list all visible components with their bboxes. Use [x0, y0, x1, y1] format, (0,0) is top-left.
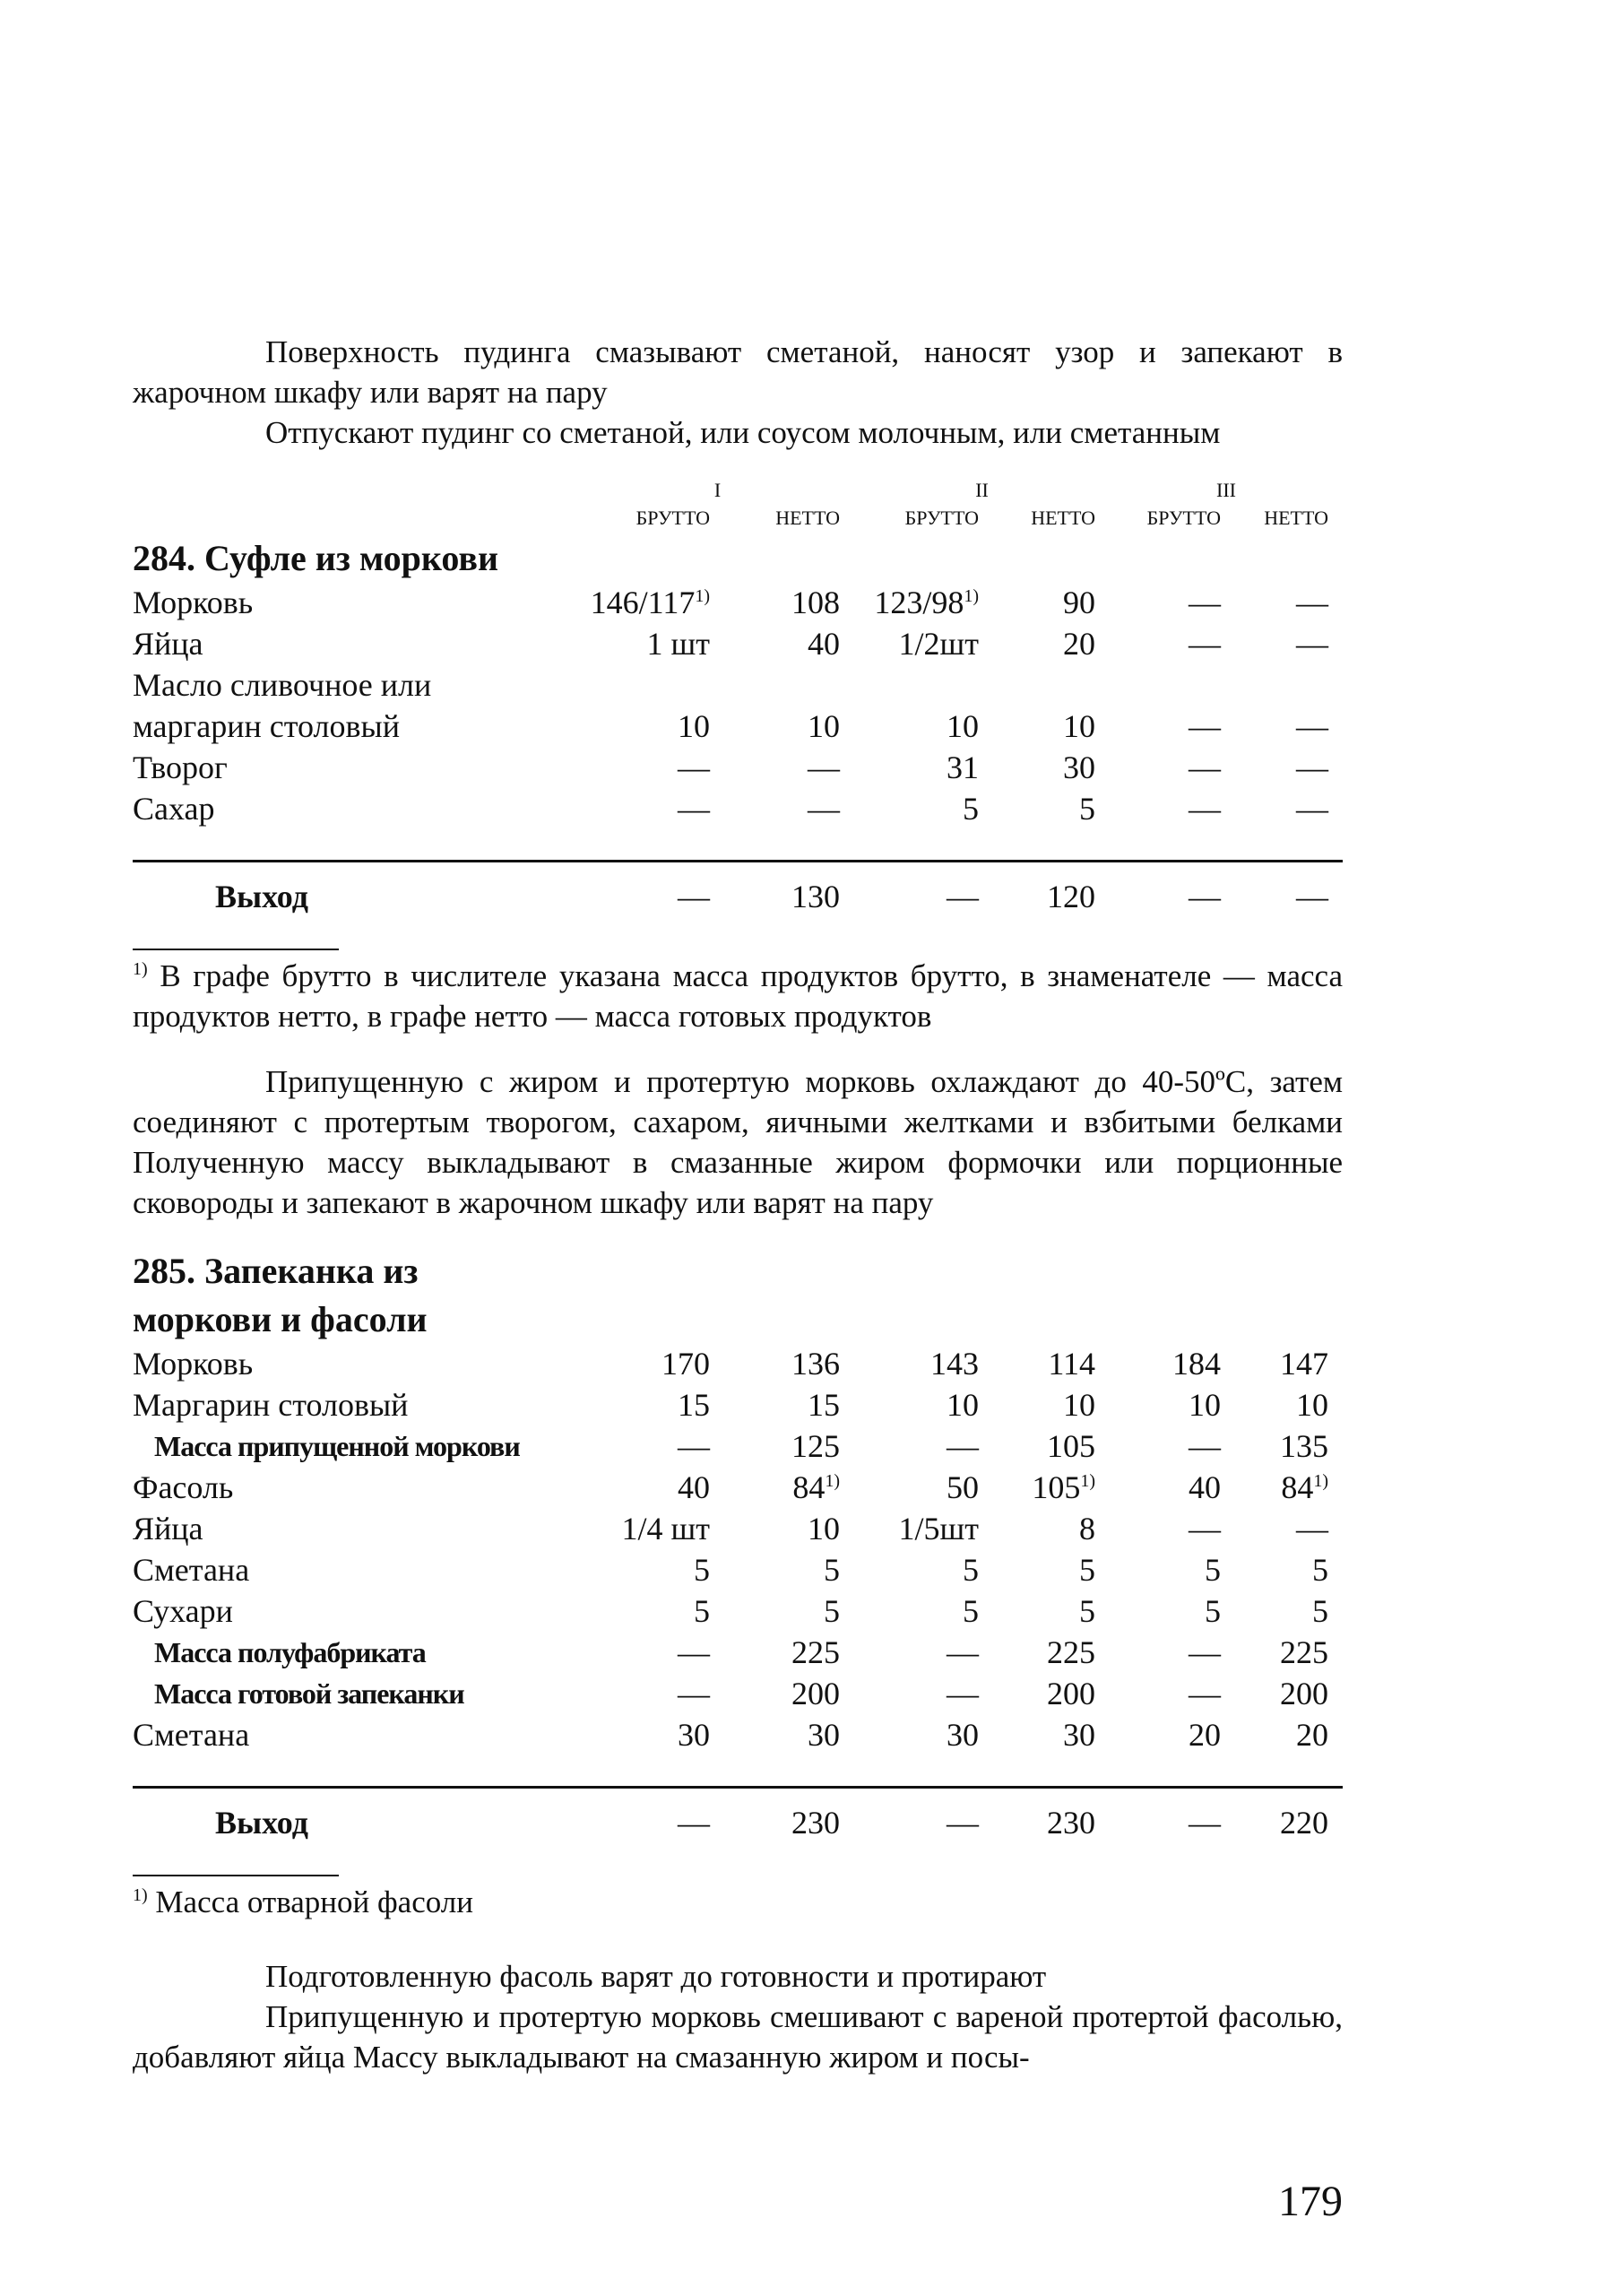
cell-value	[724, 1508, 854, 1549]
cell-value	[993, 1673, 1110, 1714]
cell-text: 10	[1296, 1387, 1329, 1423]
output-value: —	[947, 1805, 979, 1841]
page-number: 179	[1278, 2178, 1343, 2225]
cell-text: 147	[1280, 1346, 1329, 1382]
cell-text: 5	[963, 1552, 979, 1588]
footnote-mark: 1)	[1313, 1471, 1329, 1491]
cell-text: 5	[1205, 1593, 1221, 1629]
cell-value	[724, 1343, 854, 1384]
cell-value	[1110, 1425, 1235, 1467]
cell-text: 200	[1047, 1676, 1095, 1711]
cell-text: 125	[791, 1428, 840, 1464]
cell-value	[724, 1384, 854, 1425]
col-header: НЕТТО	[1031, 507, 1096, 529]
cell-text: —	[678, 791, 710, 827]
cell-value	[854, 623, 993, 664]
cell-text: 20	[1296, 1717, 1329, 1753]
cell-value	[1110, 582, 1235, 623]
cell-value	[993, 788, 1110, 829]
cell-text: —	[1296, 791, 1329, 827]
cell-text: 225	[1280, 1634, 1329, 1670]
footnote-text: Масса отварной фасоли	[155, 1884, 473, 1919]
output-value: 220	[1280, 1805, 1329, 1841]
cell-value	[581, 1590, 724, 1632]
cell-text: —	[1189, 585, 1222, 620]
cell-text: —	[1296, 585, 1329, 620]
cell-text: —	[1189, 626, 1222, 662]
cell-value	[1235, 706, 1343, 747]
cell-value	[1235, 1425, 1343, 1467]
table-row	[133, 1343, 1343, 1384]
table-row	[133, 788, 1343, 829]
table-row	[133, 1425, 1343, 1467]
footnote-mark: 1)	[133, 959, 148, 979]
cell-text: 123/98	[874, 585, 964, 620]
cell-text: 40	[808, 626, 841, 662]
col-header: БРУТТО	[1146, 507, 1222, 529]
cell-value	[1110, 1384, 1235, 1425]
group-header-3: III	[1216, 479, 1237, 501]
cell-value	[854, 788, 993, 829]
cell-text: 20	[1063, 626, 1096, 662]
footnote-mark: 1)	[1080, 1471, 1095, 1491]
cell-text: —	[678, 1428, 710, 1464]
cell-value	[581, 1632, 724, 1673]
cell-text: —	[678, 749, 710, 785]
cell-value	[993, 1425, 1110, 1467]
cell-text: 20	[1189, 1717, 1221, 1753]
intro-paragraph-1: Поверхность пудинга смазывают сметаной, наносят узор и запекают в жарочном шкафу или варят на пару	[133, 334, 1343, 410]
cell-value	[1235, 1343, 1343, 1384]
cell-text: 105	[1047, 1428, 1095, 1464]
cell-value	[1235, 582, 1343, 623]
col-header: НЕТТО	[775, 507, 841, 529]
ingredient-name: Фасоль	[133, 1469, 234, 1505]
cell-value	[724, 1467, 854, 1508]
cell-value	[724, 1590, 854, 1632]
ingredient-name: Масса полуфабриката	[154, 1635, 426, 1668]
ingredient-name: Морковь	[133, 585, 254, 620]
cell-text: 5	[1205, 1552, 1221, 1588]
cell-value	[1110, 664, 1235, 706]
ingredient-name: Сухари	[133, 1593, 233, 1629]
cell-value	[724, 623, 854, 664]
cell-text: 10	[947, 708, 980, 744]
cell-text: 50	[947, 1469, 979, 1505]
group-header-1: I	[713, 479, 722, 501]
col-header: БРУТТО	[904, 507, 980, 529]
cell-text: —	[1189, 1676, 1221, 1711]
table-row	[133, 1673, 1343, 1714]
cell-value	[1235, 788, 1343, 829]
cell-value	[724, 1632, 854, 1673]
cell-text: —	[1189, 1511, 1221, 1547]
cell-text: 5	[1079, 1552, 1095, 1588]
cell-text: 170	[661, 1346, 710, 1382]
cell-value	[1110, 1467, 1235, 1508]
cell-value	[1110, 1632, 1235, 1673]
cell-text: 10	[678, 708, 710, 744]
cell-text: 143	[930, 1346, 979, 1382]
cell-text: —	[1189, 749, 1222, 785]
cell-text: 31	[947, 749, 980, 785]
cell-value	[993, 706, 1110, 747]
ingredient-name: Сметана	[133, 1552, 250, 1588]
cell-text: —	[1296, 626, 1329, 662]
recipe-285-output-row	[133, 1788, 1343, 1858]
table-row	[133, 582, 1343, 623]
cell-text: —	[678, 1634, 710, 1670]
cell-value	[724, 1549, 854, 1590]
output-value: 130	[791, 879, 841, 914]
cell-text: 5	[963, 1593, 979, 1629]
column-group-header	[133, 478, 1343, 503]
cell-text: —	[947, 1676, 979, 1711]
cell-text: 5	[1312, 1552, 1329, 1588]
cell-value	[993, 664, 1110, 706]
cell-text: 1/5шт	[898, 1511, 979, 1547]
cell-text: 136	[791, 1346, 840, 1382]
cell-text: —	[1189, 1428, 1221, 1464]
cell-text: 184	[1172, 1346, 1221, 1382]
cell-value	[724, 582, 854, 623]
cell-value	[993, 1590, 1110, 1632]
cell-value	[724, 788, 854, 829]
output-value: 120	[1047, 879, 1096, 914]
cell-value	[1110, 788, 1235, 829]
ingredient-name: Творог	[133, 749, 228, 785]
cell-text: 200	[791, 1676, 840, 1711]
cell-text: 30	[808, 1717, 840, 1753]
cell-value	[724, 664, 854, 706]
output-value: —	[1189, 1805, 1221, 1841]
cell-text: 146/117	[590, 585, 696, 620]
cell-text: —	[1296, 1511, 1329, 1547]
ingredient-name: Сахар	[133, 791, 215, 827]
table-row	[133, 706, 1343, 747]
table-row	[133, 1549, 1343, 1590]
recipe-285-rows	[133, 1343, 1343, 1755]
table-row	[133, 747, 1343, 788]
footnote-mark: 1)	[695, 586, 710, 606]
cell-value	[581, 747, 724, 788]
table-row	[133, 1508, 1343, 1549]
cell-value	[1235, 1714, 1343, 1755]
cell-value	[724, 1425, 854, 1467]
footnote-mark: 1)	[825, 1471, 840, 1491]
cell-text: 8	[1079, 1511, 1095, 1547]
cell-text: 15	[678, 1387, 710, 1423]
cell-value	[1235, 747, 1343, 788]
cell-text: 10	[1063, 1387, 1095, 1423]
table-row	[133, 1632, 1343, 1673]
cell-text: 30	[1063, 749, 1096, 785]
footnote-284	[133, 956, 1343, 1036]
output-value: —	[947, 879, 980, 914]
cell-value	[1235, 1549, 1343, 1590]
cell-text: 5	[824, 1552, 840, 1588]
cell-value	[1110, 747, 1235, 788]
cell-value	[993, 582, 1110, 623]
col-header: НЕТТО	[1264, 507, 1329, 529]
footnote-mark: 1)	[964, 586, 980, 606]
cell-value	[1235, 664, 1343, 706]
cell-text: 30	[1063, 1717, 1095, 1753]
recipe-284-rows	[133, 582, 1343, 829]
cell-text: 5	[1079, 791, 1096, 827]
cell-text: 90	[1063, 585, 1096, 620]
cell-value	[1235, 1590, 1343, 1632]
cell-value	[854, 1508, 993, 1549]
ingredient-name: Морковь	[133, 1346, 254, 1382]
cell-value	[854, 1343, 993, 1384]
cell-value	[581, 623, 724, 664]
ingredient-name: Масса готовой запеканки	[154, 1677, 464, 1710]
table-row	[133, 1384, 1343, 1425]
cell-text: 15	[808, 1387, 840, 1423]
cell-value	[993, 1384, 1110, 1425]
cell-text: 225	[791, 1634, 840, 1670]
cell-text: 10	[1189, 1387, 1221, 1423]
cell-value	[993, 1467, 1110, 1508]
cell-text: 108	[791, 585, 841, 620]
table-row	[133, 623, 1343, 664]
ingredient-name: Яйца	[133, 626, 203, 662]
cell-value	[854, 1549, 993, 1590]
output-value: 230	[1047, 1805, 1095, 1841]
cell-value	[581, 1467, 724, 1508]
cell-text: —	[1296, 708, 1329, 744]
cell-value	[1235, 1632, 1343, 1673]
cell-text: —	[808, 791, 841, 827]
cell-text: —	[947, 1634, 979, 1670]
cell-text: —	[1189, 791, 1222, 827]
table-row	[133, 664, 1343, 706]
cell-value	[581, 582, 724, 623]
cell-value	[854, 1673, 993, 1714]
footnote-mark: 1)	[133, 1885, 148, 1905]
recipe-285-table	[133, 1246, 1343, 1857]
recipe-285-method-2: Припущенную и протертую морковь смешивают с вареной протертой фасолью, добавляют яйца Массу выкладывают на смазанную жиром и посы-	[133, 1999, 1343, 2075]
output-value: —	[1296, 879, 1329, 914]
cell-value	[993, 1549, 1110, 1590]
cell-value	[1110, 1343, 1235, 1384]
cell-text: 84	[1281, 1469, 1314, 1505]
cell-text: 84	[792, 1469, 826, 1505]
recipe-284-title: 284. Суфле из моркови	[133, 537, 499, 578]
cell-value	[1110, 1549, 1235, 1590]
cell-text: 1/2шт	[898, 626, 980, 662]
cell-text: —	[1189, 708, 1222, 744]
cell-value	[854, 747, 993, 788]
ingredient-name: Масса припущенной моркови	[154, 1429, 520, 1462]
cell-value	[993, 623, 1110, 664]
cell-value	[581, 1425, 724, 1467]
cell-text: 1/4 шт	[621, 1511, 710, 1547]
table-row	[133, 1590, 1343, 1632]
output-label: Выход	[215, 879, 308, 914]
table-row	[133, 1467, 1343, 1508]
table-row	[133, 1714, 1343, 1755]
cell-value	[1235, 1673, 1343, 1714]
cell-text: 114	[1048, 1346, 1095, 1382]
cell-value	[1110, 706, 1235, 747]
footnote-rule	[133, 1875, 339, 1876]
ingredient-name: Сметана	[133, 1717, 250, 1753]
table-divider	[133, 829, 1343, 862]
cell-text: 5	[963, 791, 980, 827]
cell-value	[724, 1673, 854, 1714]
cell-value	[581, 1343, 724, 1384]
table-divider	[133, 1755, 1343, 1788]
cell-text: 5	[1079, 1593, 1095, 1629]
page-body	[133, 332, 1343, 2077]
cell-text: 10	[1063, 708, 1096, 744]
output-value: —	[678, 879, 710, 914]
cell-value	[993, 1343, 1110, 1384]
cell-text: 40	[678, 1469, 710, 1505]
ingredient-name: маргарин столовый	[133, 708, 400, 744]
cell-value	[724, 706, 854, 747]
cell-value	[993, 1632, 1110, 1673]
cell-value	[993, 1508, 1110, 1549]
cell-value	[854, 1632, 993, 1673]
cell-value	[993, 1714, 1110, 1755]
cell-text: 5	[694, 1593, 710, 1629]
cell-value	[1110, 623, 1235, 664]
cell-text: —	[1296, 749, 1329, 785]
cell-text: 30	[947, 1717, 979, 1753]
cell-text: —	[947, 1428, 979, 1464]
cell-text: 30	[678, 1717, 710, 1753]
cell-text: 5	[694, 1552, 710, 1588]
cell-value	[581, 788, 724, 829]
output-value: —	[1189, 879, 1222, 914]
cell-value	[993, 747, 1110, 788]
cell-text: 10	[808, 708, 841, 744]
cell-value	[854, 1384, 993, 1425]
cell-text: 5	[1312, 1593, 1329, 1629]
recipe-284-method: Припущенную с жиром и протертую морковь охлаждают до 40-50ºС, затем соединяют с протертым творогом, сахаром, яичными желтками и взбитыми белками Полученную массу выкладывают в смазанные жиром формочки или порционные сковороды и запекают в жарочном шкафу или варят на пару	[133, 1064, 1343, 1220]
cell-value	[581, 1508, 724, 1549]
cell-value	[581, 1673, 724, 1714]
cell-value	[854, 1590, 993, 1632]
recipe-285-method-1: Подготовленную фасоль варят до готовности и протирают	[265, 1959, 1047, 1994]
output-label: Выход	[215, 1805, 308, 1841]
cell-value	[854, 1467, 993, 1508]
footnote-rule	[133, 949, 339, 950]
column-sub-header	[133, 503, 1343, 533]
cell-text: 225	[1047, 1634, 1095, 1670]
cell-value	[581, 664, 724, 706]
cell-text: 40	[1189, 1469, 1221, 1505]
group-header-2: II	[975, 479, 989, 501]
cell-value	[1110, 1508, 1235, 1549]
cell-value	[854, 1425, 993, 1467]
cell-value	[1110, 1714, 1235, 1755]
cell-value	[854, 582, 993, 623]
cell-text: 1 шт	[646, 626, 710, 662]
cell-text: 200	[1280, 1676, 1329, 1711]
intro-paragraph-2: Отпускают пудинг со сметаной, или соусом молочным, или сметанным	[265, 415, 1221, 450]
cell-value	[1110, 1673, 1235, 1714]
cell-text: —	[808, 749, 841, 785]
cell-value	[1235, 623, 1343, 664]
recipe-285-title-line-1: 285. Запеканка из	[133, 1250, 419, 1291]
ingredient-name: Масло сливочное или	[133, 667, 432, 703]
cell-value	[1235, 1384, 1343, 1425]
cell-value	[1235, 1467, 1343, 1508]
cell-value	[1235, 1508, 1343, 1549]
cell-value	[581, 1714, 724, 1755]
cell-value	[1110, 1590, 1235, 1632]
cell-text: 10	[947, 1387, 979, 1423]
cell-value	[724, 1714, 854, 1755]
cell-value	[724, 747, 854, 788]
recipe-285-title-line-2: моркови и фасоли	[133, 1298, 428, 1339]
col-header: БРУТТО	[635, 507, 710, 529]
cell-text: 5	[824, 1593, 840, 1629]
cell-value	[581, 706, 724, 747]
cell-value	[581, 1384, 724, 1425]
cell-value	[854, 706, 993, 747]
cell-text: 135	[1280, 1428, 1329, 1464]
footnote-text: В графе брутто в числителе указана масса продуктов брутто, в знаменателе — масса продуктов нетто, в графе нетто — масса готовых продуктов	[133, 958, 1344, 1034]
cell-value	[854, 664, 993, 706]
output-value: —	[678, 1805, 710, 1841]
cell-value	[854, 1714, 993, 1755]
cell-value	[581, 1549, 724, 1590]
footnote-285	[133, 1882, 1343, 1922]
ingredient-name: Маргарин столовый	[133, 1387, 409, 1423]
cell-text: —	[678, 1676, 710, 1711]
recipe-284-output-row	[133, 862, 1343, 931]
ingredient-name: Яйца	[133, 1511, 203, 1547]
recipe-284-table	[133, 478, 1343, 931]
cell-text: 10	[808, 1511, 840, 1547]
output-value: 230	[791, 1805, 840, 1841]
cell-text: 105	[1032, 1469, 1081, 1505]
cell-text: —	[1189, 1634, 1221, 1670]
